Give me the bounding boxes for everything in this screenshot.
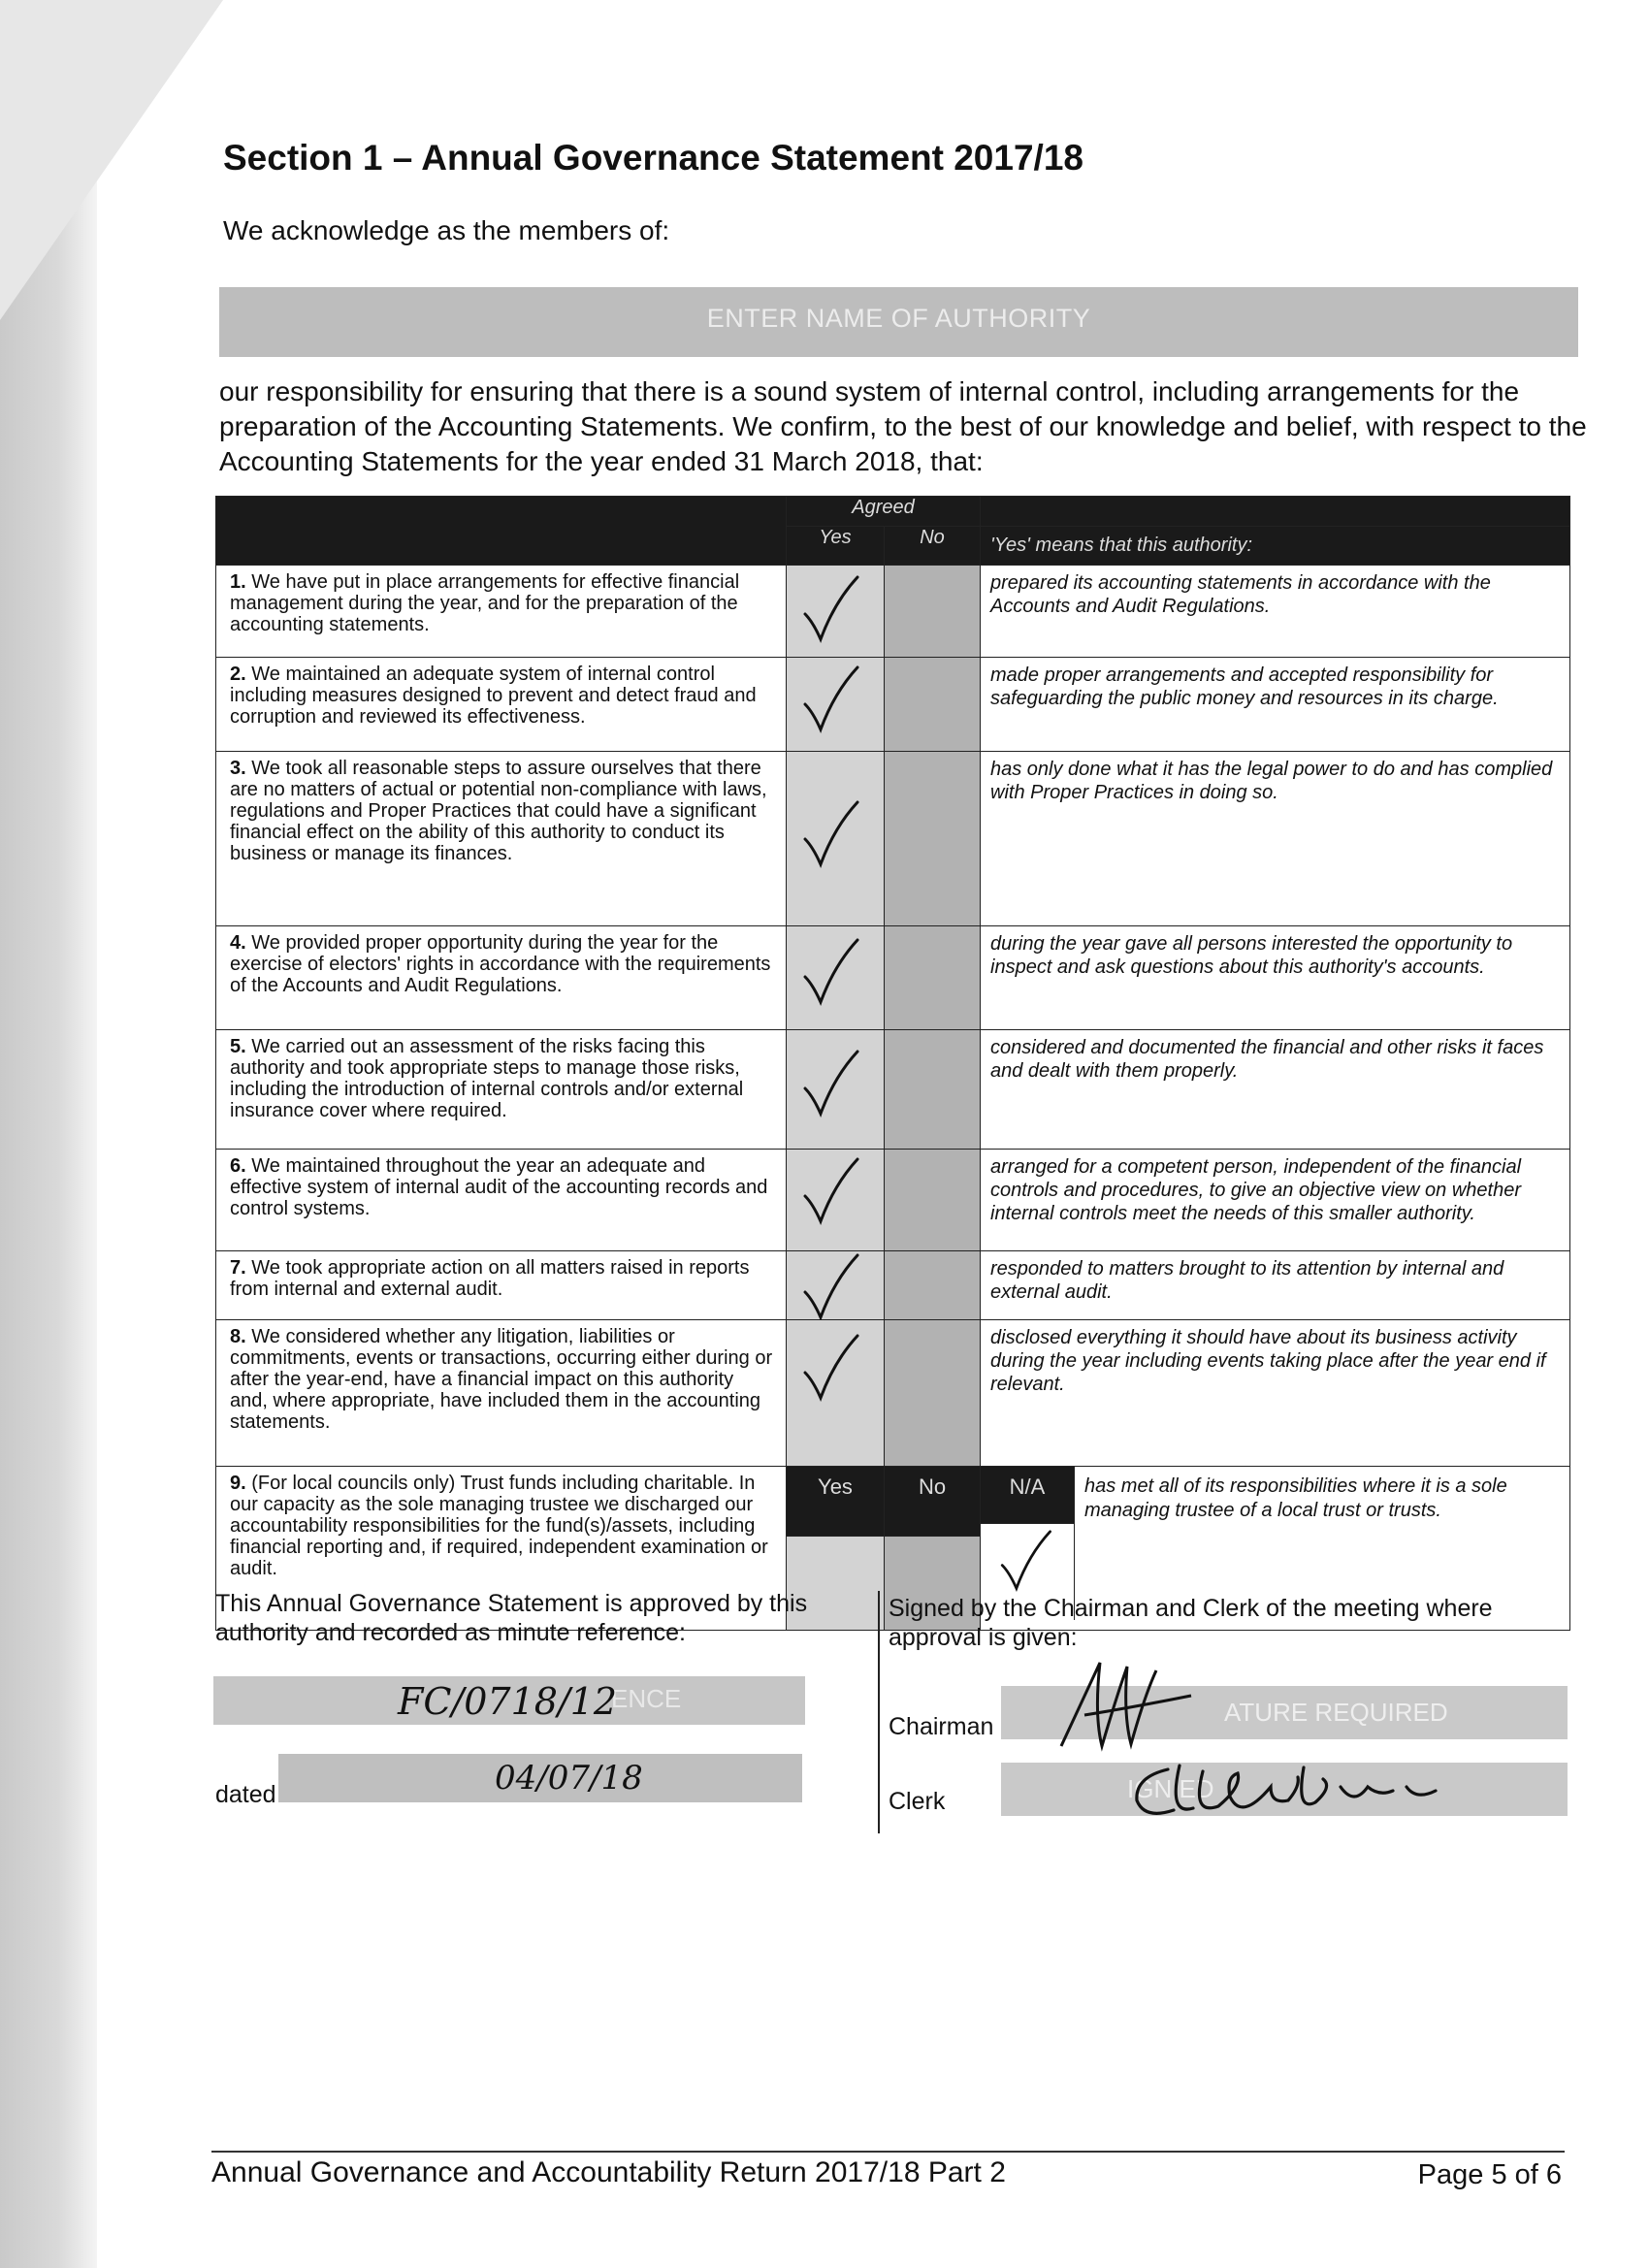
row9-na-header: N/A — [981, 1467, 1074, 1524]
row-no-cell[interactable] — [885, 1251, 981, 1320]
row-means: arranged for a competent person, independent of the financial controls and procedures, to give an objective view on whether internal controls meet the needs of this smaller authority. — [981, 1150, 1570, 1251]
row-no-cell[interactable] — [885, 1150, 981, 1251]
signatures-text: Signed by the Chairman and Clerk of the meeting where approval is given: — [889, 1595, 1493, 1651]
row-yes-cell[interactable] — [787, 658, 885, 752]
row-means: considered and documented the financial and other risks it faces and dealt with them properly. — [981, 1030, 1570, 1150]
table-row — [216, 752, 1570, 926]
table-row — [216, 926, 1570, 1030]
row-means: prepared its accounting statements in accordance with the Accounts and Audit Regulations. — [981, 566, 1570, 658]
acknowledge-text: We acknowledge as the members of: — [223, 215, 670, 245]
clerk-placeholder: IGN ED — [1127, 1774, 1214, 1803]
footer-title: Annual Governance and Accountability Return 2017/18 Part 2 — [211, 2156, 1006, 2188]
chairman-signature — [1055, 1657, 1201, 1754]
chairman-label: Chairman — [889, 1713, 994, 1740]
row-statement: 4. We provided proper opportunity during the year for the exercise of electors' rights in accordance with the requirements of the Accounts and Audit Regulations. — [216, 926, 787, 1030]
intro-paragraph: our responsibility for ensuring that there is a sound system of internal control, including arrangements for the preparation of the Accounting Statements. We confirm, to the best of our knowledge and belief, with respect to the Accounting Statements for the year ended 31 March 2018, that: — [219, 376, 1587, 476]
row-yes-cell[interactable] — [787, 1320, 885, 1467]
means-header: 'Yes' means that this authority: — [981, 527, 1570, 566]
no-header: No — [885, 527, 981, 566]
table-row — [216, 1251, 1570, 1320]
table-row — [216, 658, 1570, 752]
row9-yes-header: Yes — [787, 1467, 885, 1537]
row-means: responded to matters brought to its attention by internal and external audit. — [981, 1251, 1570, 1320]
checkmark-icon — [800, 1253, 860, 1321]
checkmark-icon — [800, 575, 860, 643]
table-header-right-blank — [981, 497, 1570, 527]
chairman-placeholder: ATURE REQUIRED — [1224, 1698, 1448, 1727]
checkmark-icon — [800, 665, 860, 733]
checkmark-icon — [800, 1050, 860, 1118]
row-yes-cell[interactable] — [787, 1150, 885, 1251]
row-statement: 3. We took all reasonable steps to assure ourselves that there are no matters of actual or potential non-compliance with laws, regulations and Proper Practices that could have a significant financial effect on the ability of this authority to conduct its business or manage its finances. — [216, 752, 787, 926]
row9-no-header: No — [885, 1467, 981, 1537]
table-header-blank — [216, 497, 787, 566]
row-means: made proper arrangements and accepted responsibility for safeguarding the public money and resources in its charge. — [981, 658, 1570, 752]
minute-reference-handwritten: FC/0718/12 — [398, 1680, 618, 1723]
row-statement: 6. We maintained throughout the year an adequate and effective system of internal audit of the accounting records and control systems. — [216, 1150, 787, 1251]
table-row — [216, 566, 1570, 658]
row-yes-cell[interactable] — [787, 1030, 885, 1150]
clerk-label: Clerk — [889, 1788, 946, 1815]
checkmark-icon — [800, 1334, 860, 1402]
governance-table — [215, 496, 1570, 1631]
row-no-cell[interactable] — [885, 926, 981, 1030]
row-statement: 5. We carried out an assessment of the risks facing this authority and took appropriate steps to manage those risks, including the introduction of internal controls and/or external insurance cover where required. — [216, 1030, 787, 1150]
checkmark-icon — [800, 938, 860, 1006]
yes-header: Yes — [787, 527, 885, 566]
row-yes-cell[interactable] — [787, 926, 885, 1030]
row-no-cell[interactable] — [885, 752, 981, 926]
dated-handwritten: 04/07/18 — [495, 1759, 643, 1798]
row-yes-cell[interactable] — [787, 1251, 885, 1320]
checkmark-icon — [800, 800, 860, 868]
row-means: during the year gave all persons interested the opportunity to inspect and ask questions about this authority's accounts. — [981, 926, 1570, 1030]
row-no-cell[interactable] — [885, 658, 981, 752]
row-statement: 8. We considered whether any litigation, liabilities or commitments, events or transactions, occurring either during or after the year-end, have a financial impact on this authority and, where appropriate, have included them in the accounting statements. — [216, 1320, 787, 1467]
row-means: disclosed everything it should have about its business activity during the year including events taking place after the year end if relevant. — [981, 1320, 1570, 1467]
clerk-signature — [1125, 1758, 1455, 1826]
row-statement: 1. We have put in place arrangements for effective financial management during the year, and for the preparation of the accounting statements. — [216, 566, 787, 658]
minute-placeholder: ENCE — [611, 1684, 682, 1713]
dated-label: dated — [215, 1781, 276, 1808]
table-row — [216, 1150, 1570, 1251]
scan-fold — [0, 0, 223, 320]
footer-rule — [211, 2151, 1565, 2153]
row-statement: 7. We took appropriate action on all matters raised in reports from internal and external audit. — [216, 1251, 787, 1320]
row-no-cell[interactable] — [885, 1030, 981, 1150]
row-statement: 2. We maintained an adequate system of internal control including measures designed to prevent and detect fraud and corruption and reviewed its effectiveness. — [216, 658, 787, 752]
page-title: Section 1 – Annual Governance Statement 2017/18 — [223, 138, 1083, 178]
agreed-header: Agreed — [787, 497, 981, 527]
table-row — [216, 1030, 1570, 1150]
row-means: has only done what it has the legal power to do and has complied with Proper Practices in doing so. — [981, 752, 1570, 926]
row-no-cell[interactable] — [885, 1320, 981, 1467]
table-row — [216, 1320, 1570, 1467]
row-yes-cell[interactable] — [787, 752, 885, 926]
row-yes-cell[interactable] — [787, 566, 885, 658]
row9-means: has met all of its responsibilities where it is a sole managing trustee of a local trust or trusts. — [1074, 1467, 1569, 1620]
table-row-9-statement: 9. (For local councils only) Trust funds including charitable. In our capacity as the sole managing trustee we discharged our accountability responsibilities for the fund(s)/assets, including financial reporting and, if required, independent examination or audit. — [216, 1467, 787, 1631]
divider — [878, 1591, 880, 1833]
page-number: Page 5 of 6 — [1417, 2159, 1562, 2190]
row-no-cell[interactable] — [885, 566, 981, 658]
approval-text: This Annual Governance Statement is approved by this authority and recorded as minute reference: — [215, 1590, 808, 1646]
checkmark-icon — [800, 1157, 860, 1225]
authority-name-field[interactable]: ENTER NAME OF AUTHORITY — [219, 287, 1578, 357]
scan-shadow — [0, 0, 97, 2268]
checkmark-icon — [996, 1530, 1054, 1592]
